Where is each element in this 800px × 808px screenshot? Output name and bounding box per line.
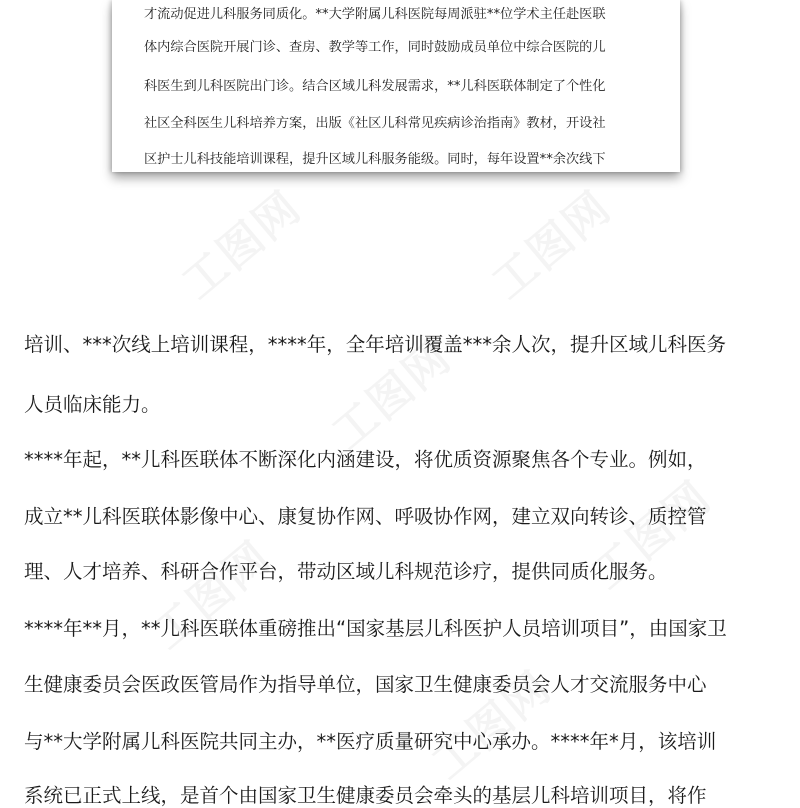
preview-line: 社区全科医生儿科培养方案，出版《社区儿科常见疾病诊治指南》教材，开设社 [144,116,606,131]
body-line: 理、人才培养、科研合作平台，带动区域儿科规范诊疗，提供同质化服务。 [24,560,668,583]
body-line: 成立**儿科医联体影像中心、康复协作网、呼吸协作网，建立双向转诊、质控管 [24,505,707,528]
body-line: 生健康委员会医政医管局作为指导单位，国家卫生健康委员会人才交流服务中心 [24,673,707,696]
body-line: 系统已正式上线，是首个由国家卫生健康委员会牵头的基层儿科培训项目，将作 [24,784,707,807]
watermark [476,173,623,311]
watermark [166,173,313,311]
preview-line: 才流动促进儿科服务同质化。**大学附属儿科医院每周派驻**位学术主任赴医联 [144,7,606,22]
body-line: 与**大学附属儿科医院共同主办，**医疗质量研究中心承办。****年*月，该培训 [24,730,717,753]
document-preview-card [112,0,680,172]
body-line: 人员临床能力。 [24,393,161,416]
preview-line: 科医生到儿科医院出门诊。结合区域儿科发展需求，**儿科医联体制定了个性化 [144,79,606,94]
preview-line: 区护士儿科技能培训课程，提升区域儿科服务能级。同时，每年设置**余次线下 [144,152,606,167]
body-line: ****年起，**儿科医联体不断深化内涵建设，将优质资源聚焦各个专业。例如， [24,448,707,471]
body-line: 培训、***次线上培训课程，****年，全年培训覆盖***余人次，提升区域儿科医务 [24,333,727,356]
preview-line: 体内综合医院开展门诊、查房、教学等工作，同时鼓励成员单位中综合医院的儿 [144,40,606,55]
body-line: ****年**月，**儿科医联体重磅推出“国家基层儿科医护人员培训项目”，由国家卫 [24,617,727,640]
